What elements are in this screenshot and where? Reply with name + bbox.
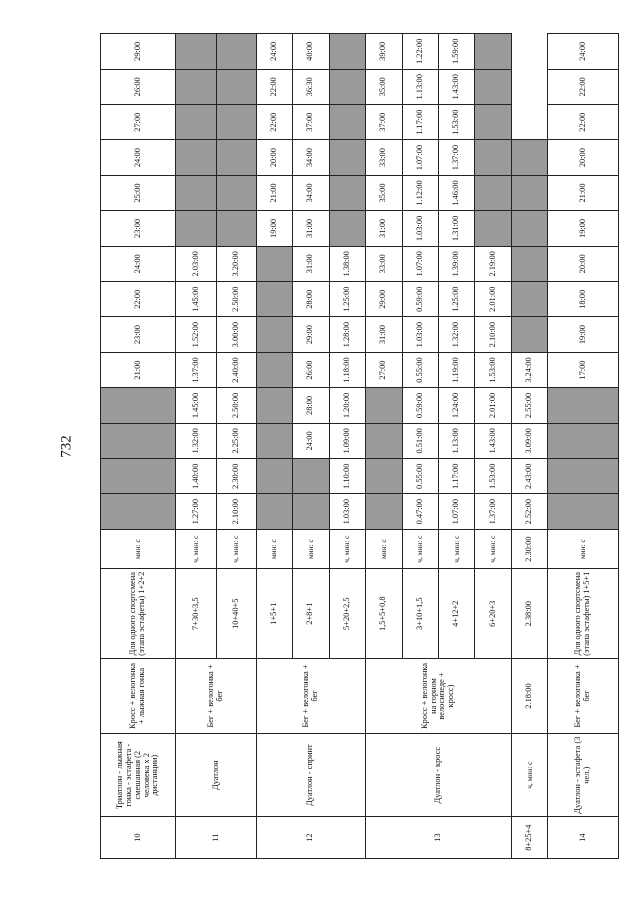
table-cell: 37:00 [366, 104, 402, 139]
table-cell: 33:00 [366, 140, 402, 175]
table-cell: 1.24:00 [438, 388, 474, 423]
shaded-cell [293, 494, 329, 529]
table-cell: 1.46:00 [438, 175, 474, 210]
table-cell: мин: с [256, 529, 292, 569]
shaded-cell [176, 34, 216, 70]
table-cell: 19:00 [548, 317, 619, 352]
table-cell: 2.43:00 [511, 459, 547, 494]
table-cell: Для одного спортсмена (этапа эстафеты) 1+2+2 [101, 569, 176, 659]
table-cell: 2.25:00 [216, 423, 256, 458]
shaded-cell [256, 352, 292, 387]
table-cell: ч, мин: с [438, 529, 474, 569]
table-cell: 1.37:00 [176, 352, 216, 387]
shaded-cell [101, 388, 176, 423]
table-cell: ч, мин: с [216, 529, 256, 569]
table-cell: 1.09:00 [329, 423, 365, 458]
shaded-cell [475, 69, 511, 104]
table-cell: 22:00 [548, 104, 619, 139]
table-cell: 34:00 [293, 140, 329, 175]
table-cell: 1.10:00 [329, 459, 365, 494]
shaded-cell [216, 34, 256, 70]
table-cell: 28:00 [293, 282, 329, 317]
table-cell: 7+30+3,5 [176, 569, 216, 659]
shaded-cell [511, 211, 547, 246]
table-row [366, 34, 402, 859]
table-cell: 2.30:00 [216, 459, 256, 494]
table-cell: 1.27:00 [176, 494, 216, 529]
table-cell: 23:00 [101, 211, 176, 246]
table-cell: Дуатлон - кросс [366, 734, 512, 817]
table-cell: 6+20+3 [475, 569, 511, 659]
table-cell: ч, мин: с [475, 529, 511, 569]
table-cell: 1,5+5+0,8 [366, 569, 402, 659]
shaded-cell [366, 388, 402, 423]
shaded-cell [256, 388, 292, 423]
table-cell: 1.28:00 [329, 317, 365, 352]
shaded-cell [511, 140, 547, 175]
shaded-cell [475, 175, 511, 210]
table-cell: 1.37:00 [438, 140, 474, 175]
table-cell: 1.20:00 [329, 388, 365, 423]
table-cell: 2.55:00 [511, 388, 547, 423]
table-cell: 2.03:00 [176, 246, 216, 281]
shaded-cell [216, 104, 256, 139]
table-cell: 12 [256, 817, 365, 859]
shaded-cell [329, 69, 365, 104]
shaded-cell [256, 423, 292, 458]
table-row [511, 34, 547, 859]
shaded-cell [548, 423, 619, 458]
table-cell: 0.51:00 [402, 423, 438, 458]
table-cell: 29:00 [293, 317, 329, 352]
shaded-cell [101, 494, 176, 529]
table-cell: 1.45:00 [176, 282, 216, 317]
table-cell: 0.59:00 [402, 282, 438, 317]
shaded-cell [548, 494, 619, 529]
table-cell: 39:00 [366, 34, 402, 70]
shaded-cell [216, 69, 256, 104]
table-row [176, 34, 216, 859]
table-cell: 2.38:00 [511, 569, 547, 659]
table-cell: 31:00 [366, 211, 402, 246]
table-cell: Для одного спортсмена (этапа эстафеты) 1+5+1 [548, 569, 619, 659]
table-cell: 34:00 [293, 175, 329, 210]
shaded-cell [176, 140, 216, 175]
table-cell: 2.50:00 [216, 282, 256, 317]
table-cell: 2.10:00 [216, 494, 256, 529]
shaded-cell [176, 175, 216, 210]
table-cell: 22:00 [256, 104, 292, 139]
table-cell: ч, мин: с [511, 734, 547, 817]
table-cell: Бег + велогонка + бег [548, 659, 619, 734]
table-cell: 24:00 [293, 423, 329, 458]
table-cell: 0.55:00 [402, 459, 438, 494]
table-cell: 1.39:00 [438, 246, 474, 281]
table-cell: 35:00 [366, 175, 402, 210]
table-cell: 0.47:00 [402, 494, 438, 529]
table-cell: 24:00 [256, 34, 292, 70]
table-cell: 35:00 [366, 69, 402, 104]
table-cell: Дуатлон [176, 734, 256, 817]
table-cell: мин: с [548, 529, 619, 569]
shaded-cell [511, 282, 547, 317]
table-cell: мин: с [293, 529, 329, 569]
table-cell: 1.53:00 [475, 459, 511, 494]
shaded-cell [366, 494, 402, 529]
table-cell: 21:00 [548, 175, 619, 210]
table-cell: 1.45:00 [176, 388, 216, 423]
table-cell: 2.30:00 [511, 529, 547, 569]
shaded-cell [511, 246, 547, 281]
table-cell: Кросс + велогонка на горном велосипеде + кросс) [366, 659, 512, 734]
shaded-cell [329, 34, 365, 70]
table-cell: 1.37:00 [475, 494, 511, 529]
shaded-cell [256, 494, 292, 529]
table-cell: 1.25:00 [329, 282, 365, 317]
table-cell: 31:00 [293, 211, 329, 246]
table-row [548, 34, 619, 859]
shaded-cell [176, 69, 216, 104]
shaded-cell [475, 104, 511, 139]
table-cell: 1.17:00 [438, 459, 474, 494]
table-cell: Дуатлон - эстафета (3 чел.) [548, 734, 619, 817]
table-row [101, 34, 176, 859]
table-cell: 20:00 [256, 140, 292, 175]
table-cell: 1.32:00 [176, 423, 216, 458]
table-cell: 13 [366, 817, 512, 859]
table-cell: мин: с [101, 529, 176, 569]
table-cell: 29:00 [101, 34, 176, 70]
table-cell: ч, мин: с [176, 529, 216, 569]
table-cell: 1+5+1 [256, 569, 292, 659]
table-cell: 17:00 [548, 352, 619, 387]
shaded-cell [256, 282, 292, 317]
table-cell: 1.12:00 [402, 175, 438, 210]
table-cell: 0.55:00 [402, 352, 438, 387]
table-cell: 0.59:00 [402, 388, 438, 423]
rotated-table-container [100, 33, 619, 859]
shaded-cell [329, 140, 365, 175]
table-cell: 2.40:00 [216, 352, 256, 387]
table-cell: 2.18:00 [511, 659, 547, 734]
table-cell: Кросс + велогонка + лыжная гонка [101, 659, 176, 734]
table-cell: 1.07:00 [438, 494, 474, 529]
table-cell: 28:00 [293, 388, 329, 423]
table-cell: 20:00 [548, 246, 619, 281]
shaded-cell [511, 175, 547, 210]
table-cell: 24:00 [101, 140, 176, 175]
table-cell: 1.17:00 [402, 104, 438, 139]
table-cell: 22:00 [548, 69, 619, 104]
table-cell: 1.22:00 [402, 34, 438, 70]
table-cell: 1.38:00 [329, 246, 365, 281]
table-cell: 1.07:00 [402, 246, 438, 281]
table-cell: 26:00 [293, 352, 329, 387]
table-cell: 1.43:00 [438, 69, 474, 104]
table-cell: 18:00 [548, 282, 619, 317]
table-cell: мин: с [366, 529, 402, 569]
table-cell: 31:00 [366, 317, 402, 352]
shaded-cell [329, 211, 365, 246]
table-cell: 29:00 [366, 282, 402, 317]
shaded-cell [176, 104, 216, 139]
table-cell: 20:00 [548, 140, 619, 175]
shaded-cell [101, 459, 176, 494]
shaded-cell [101, 423, 176, 458]
table-cell: 1.18:00 [329, 352, 365, 387]
table-cell: ч, мин: с [402, 529, 438, 569]
table-cell: ч, мин: с [329, 529, 365, 569]
table-cell: 27:00 [101, 104, 176, 139]
table-cell: 3.20:00 [216, 246, 256, 281]
table-cell: 19:00 [256, 211, 292, 246]
table-cell: 1.43:00 [475, 423, 511, 458]
shaded-cell [293, 459, 329, 494]
table-cell: 10+40+5 [216, 569, 256, 659]
table-body [101, 34, 619, 859]
table-cell: 2.50:00 [216, 388, 256, 423]
table-cell: 1.03:00 [329, 494, 365, 529]
table-cell: 1.13:00 [438, 423, 474, 458]
shaded-cell [475, 140, 511, 175]
shaded-cell [329, 175, 365, 210]
table-cell: 27:00 [366, 352, 402, 387]
table-cell: 1.03:00 [402, 317, 438, 352]
page-number: 732 [58, 435, 75, 458]
table-cell: 24:00 [548, 34, 619, 70]
table-cell: 26:00 [101, 69, 176, 104]
table-cell: 37:00 [293, 104, 329, 139]
shaded-cell [475, 211, 511, 246]
table-cell: 25:00 [101, 175, 176, 210]
table-cell: 2.52:00 [511, 494, 547, 529]
shaded-cell [216, 140, 256, 175]
table-cell: 5+20+2,5 [329, 569, 365, 659]
shaded-cell [176, 211, 216, 246]
shaded-cell [329, 104, 365, 139]
table-cell: 21:00 [101, 352, 176, 387]
shaded-cell [475, 34, 511, 70]
table-cell: 2.10:00 [475, 317, 511, 352]
table-cell: 1.40:00 [176, 459, 216, 494]
table-cell: 1.25:00 [438, 282, 474, 317]
table-cell: 2.01:00 [475, 282, 511, 317]
table-cell: 3.24:00 [511, 352, 547, 387]
shaded-cell [256, 459, 292, 494]
table-cell: 1.31:00 [438, 211, 474, 246]
table-cell: 3.00:00 [216, 317, 256, 352]
shaded-cell [216, 175, 256, 210]
table-cell: Бег + велогонка + бег [256, 659, 365, 734]
table-cell: 23:00 [101, 317, 176, 352]
table-cell: 40:00 [293, 34, 329, 70]
table-cell: 22:00 [101, 282, 176, 317]
table-cell: 19:00 [548, 211, 619, 246]
shaded-cell [256, 317, 292, 352]
table-cell: 4+12+2 [438, 569, 474, 659]
table-row [256, 34, 292, 859]
table-cell: 2+8+1 [293, 569, 329, 659]
table-cell: 21:00 [256, 175, 292, 210]
table-cell: 31:00 [293, 246, 329, 281]
table-cell: 1.07:00 [402, 140, 438, 175]
table-cell: 1.53:00 [438, 104, 474, 139]
table-cell: 14 [548, 817, 619, 859]
table-cell: 1.52:00 [176, 317, 216, 352]
table-cell: 1.03:00 [402, 211, 438, 246]
shaded-cell [548, 388, 619, 423]
shaded-cell [548, 459, 619, 494]
table-cell: 8+25+4 [511, 817, 547, 859]
table-cell: 1.32:00 [438, 317, 474, 352]
table-cell: Триатлон - лыжная гонка - эстафета - смешанная (2 человека х 2 дистанции) [101, 734, 176, 817]
table-cell: 10 [101, 817, 176, 859]
table-cell: Бег + велогонка + бег [176, 659, 256, 734]
table-cell: 1.53:00 [475, 352, 511, 387]
table-cell: 1.59:00 [438, 34, 474, 70]
table-cell: 1.19:00 [438, 352, 474, 387]
table-cell: 36:30 [293, 69, 329, 104]
table-cell: 2.19:00 [475, 246, 511, 281]
table-cell: 11 [176, 817, 256, 859]
shaded-cell [256, 246, 292, 281]
table-cell: 1.13:00 [402, 69, 438, 104]
table-cell: 3+10+1,5 [402, 569, 438, 659]
table-cell: 2.01:00 [475, 388, 511, 423]
table-cell: 24:00 [101, 246, 176, 281]
shaded-cell [366, 459, 402, 494]
shaded-cell [366, 423, 402, 458]
table-cell: Дуатлон - спринт [256, 734, 365, 817]
standards-table [100, 33, 619, 859]
table-cell: 33:00 [366, 246, 402, 281]
shaded-cell [216, 211, 256, 246]
shaded-cell [511, 317, 547, 352]
table-cell: 3.09:00 [511, 423, 547, 458]
table-cell: 22:00 [256, 69, 292, 104]
